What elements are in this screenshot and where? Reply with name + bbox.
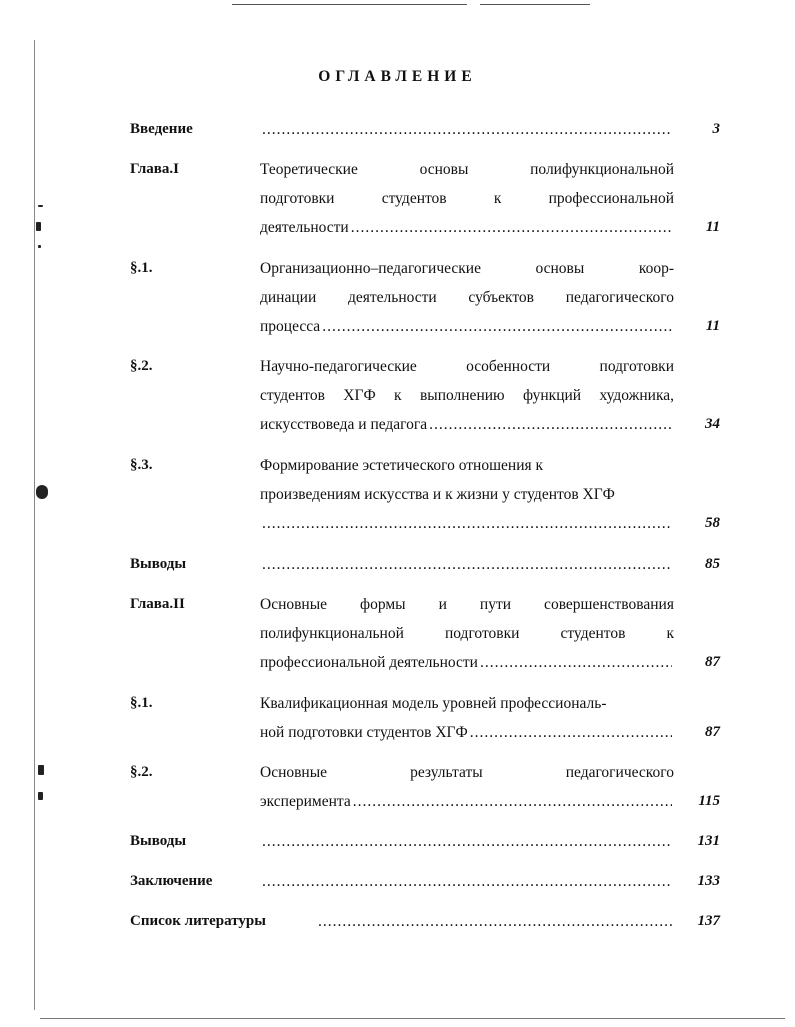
- toc-page-ch2: 87: [705, 654, 720, 670]
- toc-page-ch1-s2: 34: [705, 416, 720, 432]
- toc-page-ch1-s1: 11: [705, 318, 720, 334]
- toc-page-references: 137: [697, 913, 720, 929]
- toc-page-ch2-s2: 115: [698, 793, 720, 809]
- toc-line: подготовки студентов к профессиональной: [260, 190, 674, 207]
- toc-label-ch1-s1: §.1.: [130, 260, 153, 276]
- toc-label-conclusion: Заключение: [130, 873, 213, 889]
- toc-line: Теоретические основы полифункциональной: [260, 161, 674, 178]
- toc-label-conclusions-1: Выводы: [130, 556, 187, 572]
- toc-line: Организационно–педагогические основы коор-: [260, 260, 674, 277]
- toc-leader-line: [316, 912, 674, 932]
- toc-label-ch1-s2: §.2.: [130, 358, 153, 374]
- toc-page-ch1-s3: 58: [705, 515, 720, 531]
- toc-line-text: процесса: [260, 318, 321, 335]
- scan-speck: [36, 222, 41, 231]
- toc-page-conclusions-1: 85: [705, 556, 720, 572]
- toc-line-text: эксперимента: [260, 793, 351, 810]
- page-title: ОГЛАВЛЕНИЕ: [318, 68, 477, 85]
- scan-speck: [38, 765, 44, 775]
- scan-top-line: [232, 4, 467, 5]
- toc-line-text: искусствоведа и педагога: [260, 416, 428, 433]
- toc-line: студентов ХГФ к выполнению функций художника,: [260, 387, 674, 404]
- toc-line: [260, 792, 674, 812]
- toc-line: Основные результаты педагогического: [260, 764, 674, 781]
- toc-label-ch2-s2: §.2.: [130, 764, 153, 780]
- toc-line-text: деятельности: [260, 219, 349, 236]
- toc-page-ch1: 11: [705, 219, 720, 235]
- toc-page-conclusion: 133: [697, 873, 720, 889]
- scan-speck: [36, 485, 48, 499]
- toc-line-text: профессиональной деятельности: [260, 654, 478, 671]
- toc-line: Научно-педагогические особенности подготовки: [260, 358, 674, 375]
- toc-line: [260, 317, 674, 337]
- toc-leader-line: [260, 872, 674, 892]
- toc-label-ch1-s3: §.3.: [130, 457, 153, 473]
- toc-leader-line: [260, 832, 674, 852]
- scan-speck: [38, 792, 43, 800]
- toc-label-ch1: Глава.I: [130, 161, 179, 177]
- toc-line: динации деятельности субъектов педагогического: [260, 289, 674, 306]
- toc-line: [260, 218, 674, 238]
- toc-label-references: Список литературы: [130, 913, 266, 929]
- toc-line: [260, 653, 674, 673]
- toc-label-intro: Введение: [130, 121, 193, 137]
- toc-line: произведениям искусства и к жизни у студентов ХГФ: [260, 486, 615, 503]
- toc-line-text: ной подготовки студентов ХГФ: [260, 724, 468, 741]
- toc-label-conclusions-2: Выводы: [130, 833, 187, 849]
- toc-line: Формирование эстетического отношения к: [260, 457, 544, 474]
- toc-line: Квалификационная модель уровней профессиональ-: [260, 695, 607, 712]
- toc-leader-line: [260, 120, 674, 140]
- toc-line: [260, 723, 674, 743]
- scan-top-line: [480, 4, 590, 5]
- scan-speck: [38, 205, 43, 207]
- toc-page-conclusions-2: 131: [697, 833, 720, 849]
- scan-bottom-line: [40, 1018, 785, 1019]
- toc-label-ch2: Глава.II: [130, 596, 185, 612]
- toc-line: полифункциональной подготовки студентов к: [260, 625, 674, 642]
- scan-left-edge: [34, 40, 35, 1010]
- scan-speck: [38, 245, 41, 248]
- toc-page-ch2-s1: 87: [705, 724, 720, 740]
- toc-leader-line: [260, 555, 674, 575]
- toc-line: Основные формы и пути совершенствования: [260, 596, 674, 613]
- toc-label-ch2-s1: §.1.: [130, 695, 153, 711]
- toc-leader-line: [260, 514, 674, 534]
- toc-page-intro: 3: [712, 121, 720, 137]
- toc-line: [260, 415, 674, 435]
